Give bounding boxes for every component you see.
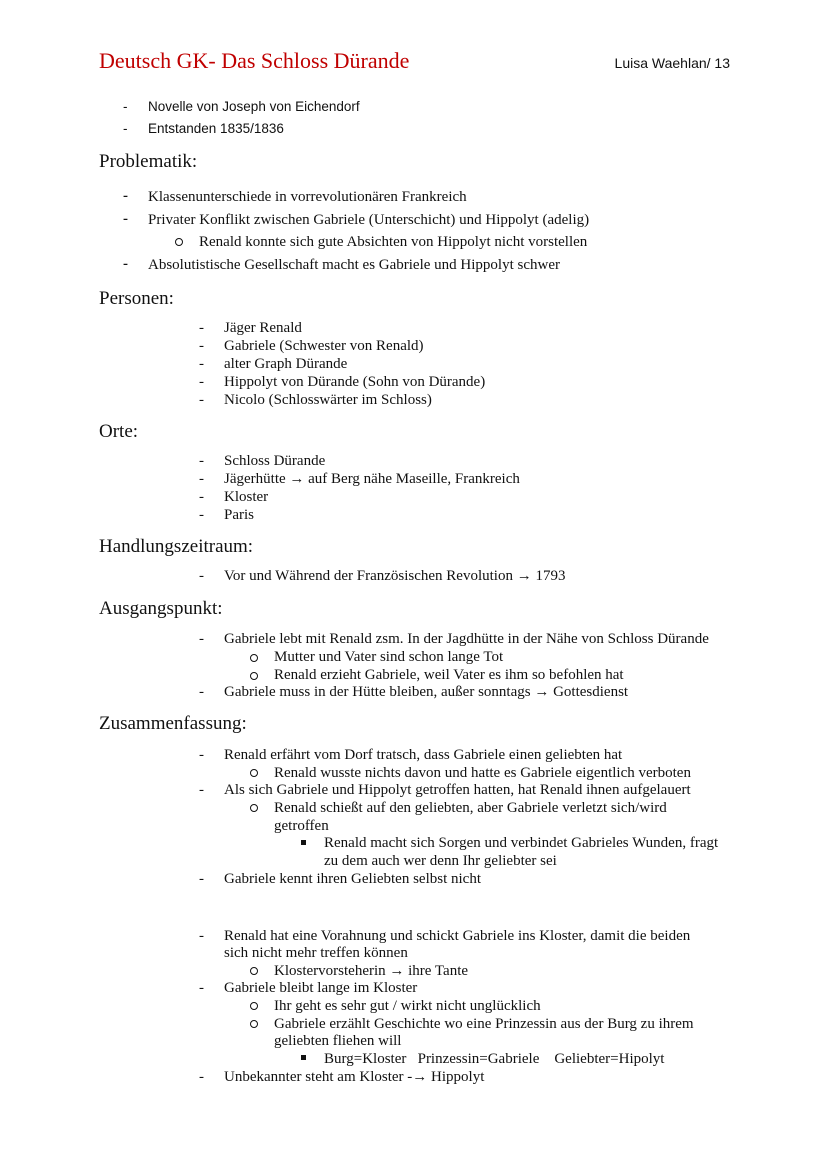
list-item: Nicolo (Schlosswärter im Schloss) [224, 392, 432, 408]
list-item: Kloster [224, 489, 269, 505]
list-item: Gabriele muss in der Hütte bleiben, außer sonntags → Gottesdienst [224, 684, 629, 700]
heading-problematik: Problematik: [99, 151, 198, 172]
bullet-dash: - [199, 980, 204, 996]
author-label: Luisa Waehlan/ 13 [614, 55, 730, 71]
list-item: Paris [224, 507, 254, 523]
list-item: Gabriele kennt ihren Geliebten selbst nicht [224, 871, 481, 887]
list-item: Schloss Dürande [224, 453, 326, 469]
list-item: Jäger Renald [224, 320, 302, 336]
list-item: Renald erzieht Gabriele, weil Vater es ihm so befohlen hat [274, 667, 624, 683]
list-item: alter Graph Dürande [224, 356, 348, 372]
heading-ausgangspunkt: Ausgangspunkt: [99, 598, 223, 619]
bullet-dash: - [199, 871, 204, 887]
bullet-dash: - [199, 453, 204, 469]
list-item: Als sich Gabriele und Hippolyt getroffen hatten, hat Renald ihnen aufgelauert [224, 782, 691, 798]
list-item: Klostervorsteherin → ihre Tante [274, 963, 469, 979]
list-item-continuation: sich nicht mehr treffen können [224, 945, 408, 961]
bullet-dash: - [199, 747, 204, 763]
circle-bullet [175, 238, 183, 246]
bullet-dash: - [123, 121, 128, 136]
heading-orte: Orte: [99, 421, 139, 442]
heading-zusammenfassung: Zusammenfassung: [99, 713, 247, 734]
bullet-dash: - [199, 928, 204, 944]
bullet-dash: - [199, 507, 204, 523]
list-item: Hippolyt von Dürande (Sohn von Dürande) [224, 374, 486, 390]
list-item: Renald hat eine Vorahnung und schickt Gabriele ins Kloster, damit die beiden [224, 928, 691, 944]
list-item: Gabriele erzählt Geschichte wo eine Prinzessin aus der Burg zu ihrem [274, 1016, 694, 1032]
bullet-dash: - [199, 471, 204, 487]
list-item: Renald konnte sich gute Absichten von Hippolyt nicht vorstellen [199, 234, 588, 250]
list-item: Ihr geht es sehr gut / wirkt nicht unglücklich [274, 998, 541, 1014]
bullet-dash: - [123, 188, 128, 204]
list-item: Renald wusste nichts davon und hatte es Gabriele eigentlich verboten [274, 765, 691, 781]
circle-bullet [250, 967, 258, 975]
list-item: Klassenunterschiede in vorrevolutionären Frankreich [148, 189, 467, 205]
circle-bullet [250, 654, 258, 662]
bullet-dash: - [199, 631, 204, 647]
square-bullet [301, 1055, 306, 1060]
bullet-dash: - [123, 256, 128, 272]
bullet-dash: - [199, 338, 204, 354]
list-item: Burg=Kloster Prinzessin=Gabriele Geliebter=Hipolyt [324, 1051, 665, 1067]
list-item: Privater Konflikt zwischen Gabriele (Unterschicht) und Hippolyt (adelig) [148, 212, 590, 228]
list-item: Vor und Während der Französischen Revolution → 1793 [224, 568, 566, 584]
square-bullet [301, 840, 306, 845]
list-item-continuation: zu dem auch wer denn Ihr geliebter sei [324, 853, 557, 869]
bullet-dash: - [199, 1069, 204, 1085]
list-item: Mutter und Vater sind schon lange Tot [274, 649, 504, 665]
bullet-dash: - [123, 211, 128, 227]
list-item: Gabriele bleibt lange im Kloster [224, 980, 418, 996]
circle-bullet [250, 769, 258, 777]
bullet-dash: - [123, 99, 128, 114]
circle-bullet [250, 1002, 258, 1010]
bullet-dash: - [199, 684, 204, 700]
list-item: Absolutistische Gesellschaft macht es Gabriele und Hippolyt schwer [148, 257, 560, 273]
intro-item: Novelle von Joseph von Eichendorf [148, 99, 360, 114]
bullet-dash: - [199, 320, 204, 336]
bullet-dash: - [199, 568, 204, 584]
list-item-continuation: geliebten fliehen will [274, 1033, 402, 1049]
list-item: Unbekannter steht am Kloster -→ Hippolyt [224, 1069, 485, 1085]
list-item-continuation: getroffen [274, 818, 329, 834]
list-item: Jägerhütte → auf Berg nähe Maseille, Frankreich [224, 471, 520, 487]
circle-bullet [250, 1020, 258, 1028]
heading-handlungszeitraum: Handlungszeitraum: [99, 536, 254, 557]
list-item: Renald schießt auf den geliebten, aber Gabriele verletzt sich/wird [274, 800, 667, 816]
list-item: Gabriele lebt mit Renald zsm. In der Jagdhütte in der Nähe von Schloss Dürande [224, 631, 709, 647]
bullet-dash: - [199, 782, 204, 798]
bullet-dash: - [199, 489, 204, 505]
circle-bullet [250, 672, 258, 680]
list-item: Renald macht sich Sorgen und verbindet Gabrieles Wunden, fragt [324, 835, 719, 851]
bullet-dash: - [199, 356, 204, 372]
bullet-dash: - [199, 374, 204, 390]
intro-item: Entstanden 1835/1836 [148, 121, 284, 136]
heading-personen: Personen: [99, 288, 174, 309]
circle-bullet [250, 804, 258, 812]
list-item: Renald erfährt vom Dorf tratsch, dass Gabriele einen geliebten hat [224, 747, 623, 763]
document-title: Deutsch GK- Das Schloss Dürande [99, 48, 410, 73]
list-item: Gabriele (Schwester von Renald) [224, 338, 424, 354]
bullet-dash: - [199, 392, 204, 408]
